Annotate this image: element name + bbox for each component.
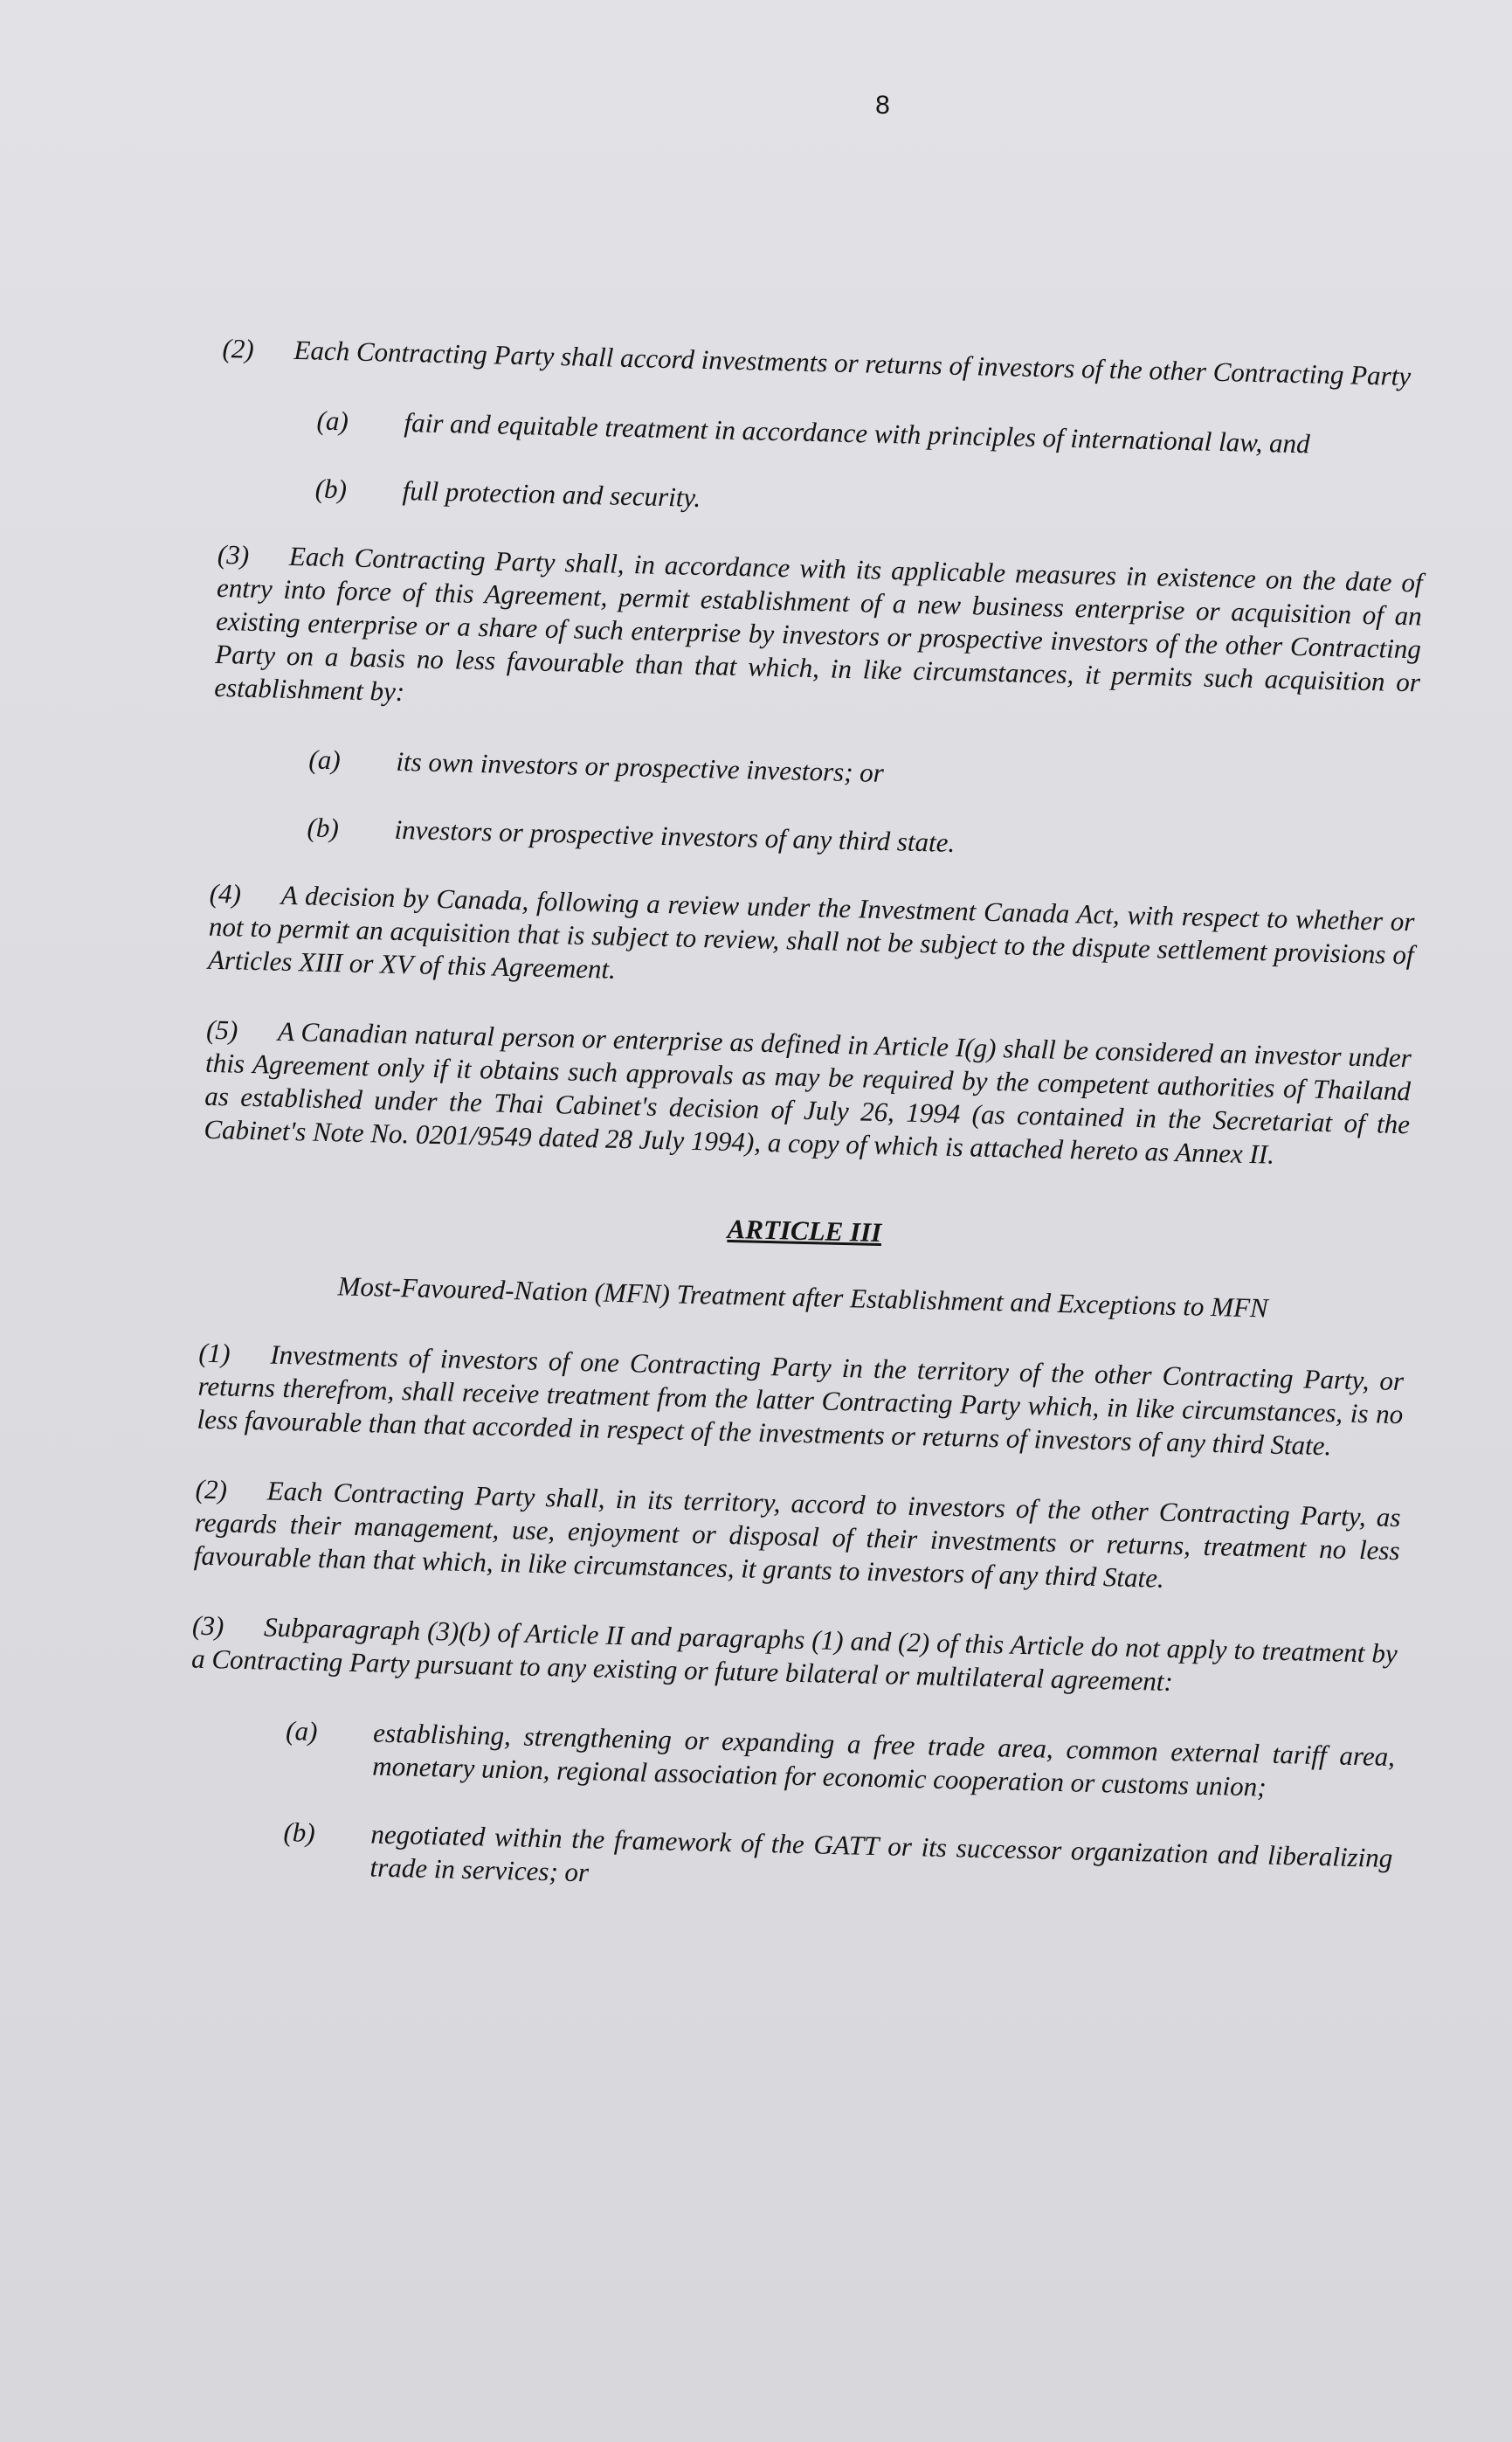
item-letter: (a) xyxy=(285,1715,318,1747)
item-text: establishing, strengthening or expanding a free trade area, common external tariff area, monetary union, regional association for economic cooperation or customs union; xyxy=(371,1717,1396,1802)
article-title: ARTICLE III xyxy=(727,1213,882,1249)
list-item xyxy=(218,470,1425,532)
paragraph-text: A decision by Canada, following a review under the Investment Canada Act, with respect to whether or not to permit an acquisition that is subject to review, shall not be subject to the dispute settlement provisions of Articles XIII or XV of this Agreement. xyxy=(207,879,1415,985)
item-letter: (b) xyxy=(314,473,348,505)
document-body xyxy=(185,332,1427,1943)
paragraph-text: Subparagraph (3)(b) of Article II and paragraphs (1) and (2) of this Article do not apply to treatment by a Contracting Party pursuant to any existing or future bilateral or multilateral agreement: xyxy=(190,1611,1398,1698)
item-letter: (a) xyxy=(316,405,349,437)
paragraph-text: Investments of investors of one Contracting Party in the territory of the other Contracting Party, or returns therefrom, shall receive treatment from the latter Contracting Party which, in like circumstances, is no less favourable than that accorded in respect of the investments or returns of investors of any third State. xyxy=(197,1339,1405,1462)
paragraph-number: (3) xyxy=(217,538,250,571)
paragraph-number: (5) xyxy=(205,1013,238,1046)
paragraph-number: (1) xyxy=(198,1337,231,1369)
item-text: investors or prospective investors of any third state. xyxy=(394,813,956,858)
item-text: fair and equitable treatment in accordance with principles of international law, and xyxy=(404,406,1310,460)
page-number: 8 xyxy=(875,91,890,120)
article-2-paragraph-5 xyxy=(204,1013,1412,1174)
item-text: negotiated within the framework of the GATT or its successor organization and liberalizing trade in services; or xyxy=(369,1818,1393,1888)
article-3-paragraph-1 xyxy=(197,1337,1404,1464)
article-3-paragraph-3 xyxy=(191,1609,1398,1704)
article-2-paragraph-4 xyxy=(208,877,1415,1005)
list-item xyxy=(212,741,1419,803)
paragraph-number: (3) xyxy=(191,1609,224,1642)
paragraph-text: A Canadian natural person or enterprise as defined in Article I(g) shall be considered an investor under this Agreement only if it obtains such approvals as may be required by the competent authorities of Thailand as established under the Thai Cabinet's decision of July 26, 1994 (as contained in the Secretariat of the Cabinet's Note No. 0201/9549 dated 28 July 1994), a copy of which is attached hereto as Annex II. xyxy=(204,1015,1412,1170)
list-item xyxy=(220,402,1426,464)
item-text: its own investors or prospective investors; or xyxy=(396,745,885,788)
paragraph-text: Each Contracting Party shall, in its territory, accord to investors of the other Contracting Party, as regards their management, use, enjoyment or disposal of their investments or returns, treatment no less favourable than that which, in like circumstances, it grants to investors of any third State. xyxy=(193,1475,1401,1594)
paragraph-number: (2) xyxy=(222,332,255,364)
paragraph-number: (4) xyxy=(209,877,242,910)
list-item xyxy=(189,1712,1395,1807)
article-subtitle: Most-Favoured-Nation (MFN) Treatment after Establishment and Exceptions to MFN xyxy=(337,1270,1269,1324)
paragraph-text: Each Contracting Party shall accord investments or returns of investors of the other Contracting Party xyxy=(293,334,1412,392)
article-2-paragraph-2 xyxy=(222,332,1428,394)
list-item xyxy=(186,1814,1392,1908)
item-letter: (a) xyxy=(308,744,342,776)
article-2-paragraph-3 xyxy=(214,538,1423,732)
item-letter: (b) xyxy=(283,1816,316,1848)
item-letter: (b) xyxy=(307,812,340,844)
paragraph-number: (2) xyxy=(195,1473,228,1505)
article-3-paragraph-2 xyxy=(194,1473,1401,1601)
item-text: full protection and security. xyxy=(402,474,701,513)
list-item xyxy=(211,809,1417,871)
paragraph-text: Each Contracting Party shall, in accordance with its applicable measures in existence on the date of entry into force of this Agreement, permit establishment of a new business enterprise or acquisition of an existing enterprise or a share of such enterprise by investors or prospective investors of the other Contracting Party on a basis no less favourable than that which, in like circumstances, it permits such acquisition or establishment by: xyxy=(214,540,1424,708)
